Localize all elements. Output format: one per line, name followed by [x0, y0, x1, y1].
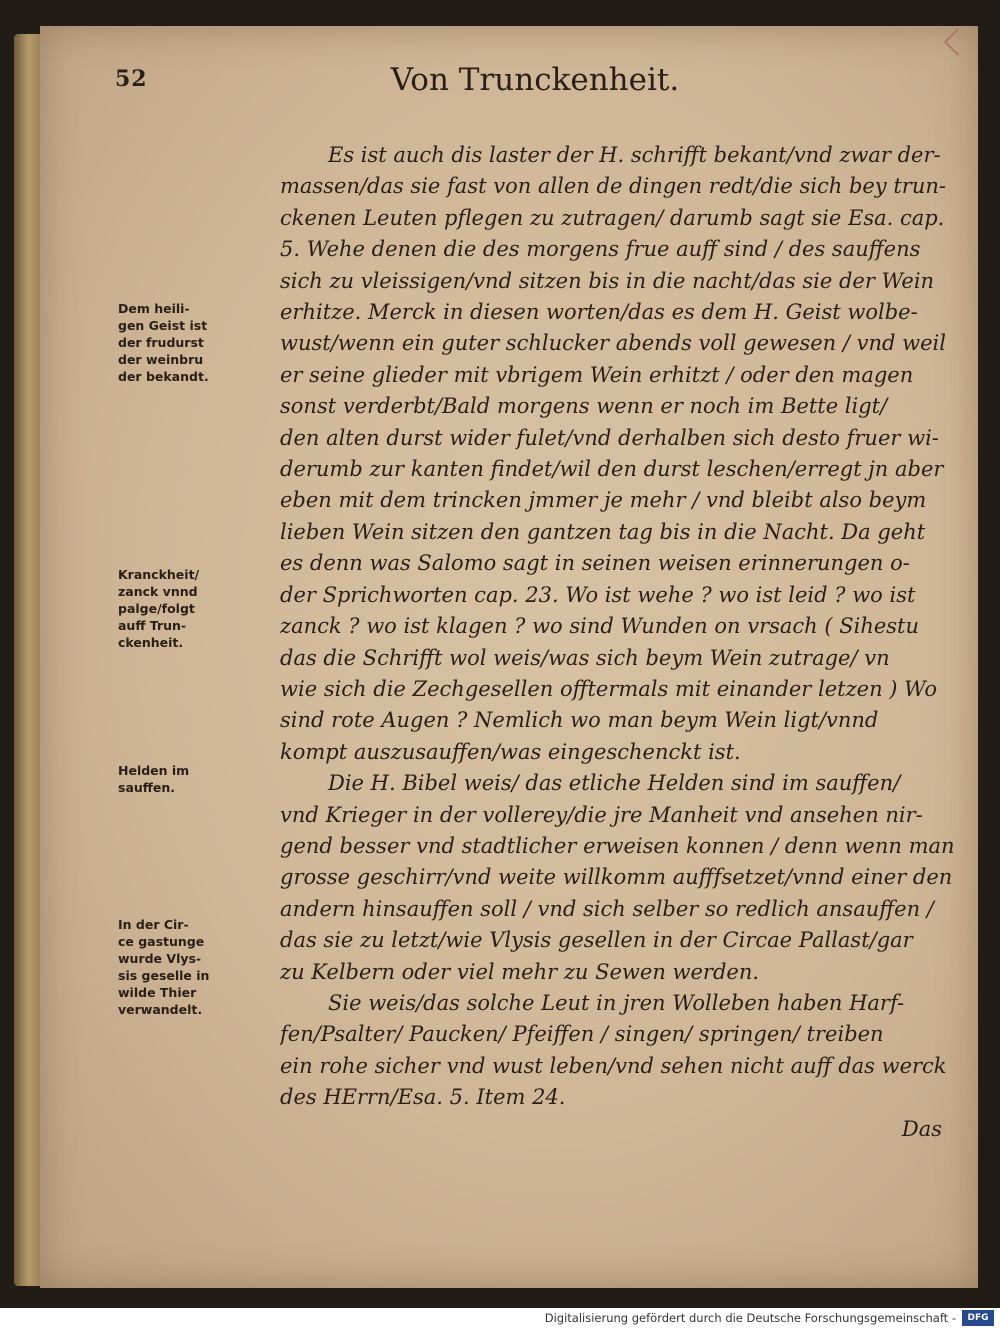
text-line: massen/das sie fast von allen de dingen redt/die sich bey trun- — [280, 174, 946, 199]
margin-note-line: Helden im — [118, 763, 190, 778]
text-line: es denn was Salomo sagt in seinen weisen erinnerungen o- — [280, 551, 910, 576]
text-line: wust/wenn ein guter schlucker abends voll gewesen / vnd weil — [280, 331, 946, 356]
margin-note-line: der weinbru — [118, 352, 204, 367]
text-line: Es ist auch dis laster der H. schrifft bekant/vnd zwar der- — [328, 143, 941, 167]
text-line: zanck ? wo ist klagen ? wo sind Wunden on vrsach ( Sihestu — [280, 614, 920, 639]
text-line: eben mit dem trincken jmmer je mehr / vnd bleibt also beym — [280, 488, 927, 513]
text-line: er seine glieder mit vbrigem Wein erhitzt / oder den magen — [280, 362, 914, 387]
margin-note-line: zanck vnnd — [118, 584, 198, 599]
margin-note-line: verwandelt. — [118, 1002, 203, 1017]
body-text — [280, 140, 960, 1145]
margin-note-line: In der Cir- — [118, 917, 189, 932]
margin-note-line: ce gastunge — [118, 934, 205, 949]
margin-note — [118, 916, 258, 1018]
text-line: ckenen Leuten pflegen zu zutragen/ darumb sagt sie Esa. cap. — [280, 205, 945, 230]
text-line: wie sich die Zechgesellen offtermals mit einander letzen ) Wo — [280, 676, 937, 701]
margin-note-line: der bekandt. — [118, 369, 209, 384]
text-line: der Sprichworten cap. 23. Wo ist wehe ? wo ist leid ? wo ist — [280, 582, 916, 607]
margin-note-line: der frudurst — [118, 335, 204, 350]
text-line: das sie zu letzt/wie Vlysis gesellen in der Circae Pallast/gar — [280, 928, 913, 953]
margin-note-line: gen Geist ist — [118, 318, 208, 333]
text-line: zu Kelbern oder viel mehr zu Sewen werden. — [280, 959, 760, 984]
margin-note-line: ckenheit. — [118, 635, 184, 650]
text-line: 5. Wehe denen die des morgens frue auff sind / des sauffens — [280, 237, 921, 262]
text-line: derumb zur kanten findet/wil den durst leschen/erregt jn aber — [280, 457, 944, 482]
text-line: vnd Krieger in der vollerey/die jre Manheit vnd ansehen nir- — [280, 802, 923, 827]
margin-note — [118, 762, 258, 796]
text-line: des HErrn/Esa. 5. Item 24. — [280, 1085, 566, 1110]
text-line: das die Schrifft wol weis/was sich beym Wein zutrage/ vn — [280, 645, 890, 670]
margin-note-line: sis geselle in — [118, 968, 210, 983]
dfg-logo[interactable]: DFG — [962, 1310, 994, 1326]
text-line: Die H. Bibel weis/ das etliche Helden sind im sauffen/ — [328, 771, 901, 796]
page-corner-icon — [944, 28, 972, 56]
text-line: ein rohe sicher vnd wust leben/vnd sehen nicht auff das werck — [280, 1053, 947, 1078]
funding-note: Digitalisierung gefördert durch die Deutsche Forschungsgemeinschaft - — [544, 1311, 956, 1325]
text-line: sonst verderbt/Bald morgens wenn er noch im Bette ligt/ — [280, 394, 888, 419]
text-line: lieben Wein sitzen den gantzen tag bis in die Nacht. Da geht — [280, 519, 926, 544]
margin-note — [118, 566, 258, 651]
page-number: 52 — [115, 66, 148, 92]
footer-bar — [0, 1308, 1000, 1329]
margin-note-line: wurde Vlys- — [118, 951, 202, 966]
margin-note-line: auff Trun- — [118, 618, 187, 633]
text-line: sind rote Augen ? Nemlich wo man beym Wein ligt/vnnd — [280, 708, 879, 733]
margin-note — [118, 300, 258, 385]
text-line: grosse geschirr/vnd weite willkomm aufffsetzet/vnnd einer den — [280, 865, 953, 890]
text-line: fen/Psalter/ Paucken/ Pfeiffen / singen/ springen/ treiben — [280, 1022, 884, 1047]
running-head — [115, 62, 955, 102]
margin-note-line: wilde Thier — [118, 985, 197, 1000]
text-line: den alten durst wider fulet/vnd derhalben sich desto fruer wi- — [280, 425, 939, 450]
page — [40, 26, 978, 1288]
margin-note-line: sauffen. — [118, 780, 176, 795]
text-line: Sie weis/das solche Leut in jren Wolleben haben Harf- — [328, 990, 905, 1015]
text-line: erhitze. Merck in diesen worten/das es dem H. Geist wolbe- — [280, 300, 918, 325]
margin-note-line: Kranckheit/ — [118, 567, 200, 582]
text-line: kompt auszusauffen/was eingeschenckt ist. — [280, 739, 741, 764]
text-line: andern hinsauffen soll / vnd sich selber so redlich ansauffen / — [280, 896, 934, 921]
page-title: Von Trunckenheit. — [390, 62, 680, 98]
margin-note-line: Dem heili- — [118, 301, 190, 316]
text-line: gend besser vnd stadtlicher erweisen konnen / denn wenn man — [280, 833, 955, 858]
catchword: Das — [901, 1116, 942, 1141]
margin-note-line: palge/folgt — [118, 601, 195, 616]
text-line: sich zu vleissigen/vnd sitzen bis in die nacht/das sie der Wein — [280, 268, 935, 293]
